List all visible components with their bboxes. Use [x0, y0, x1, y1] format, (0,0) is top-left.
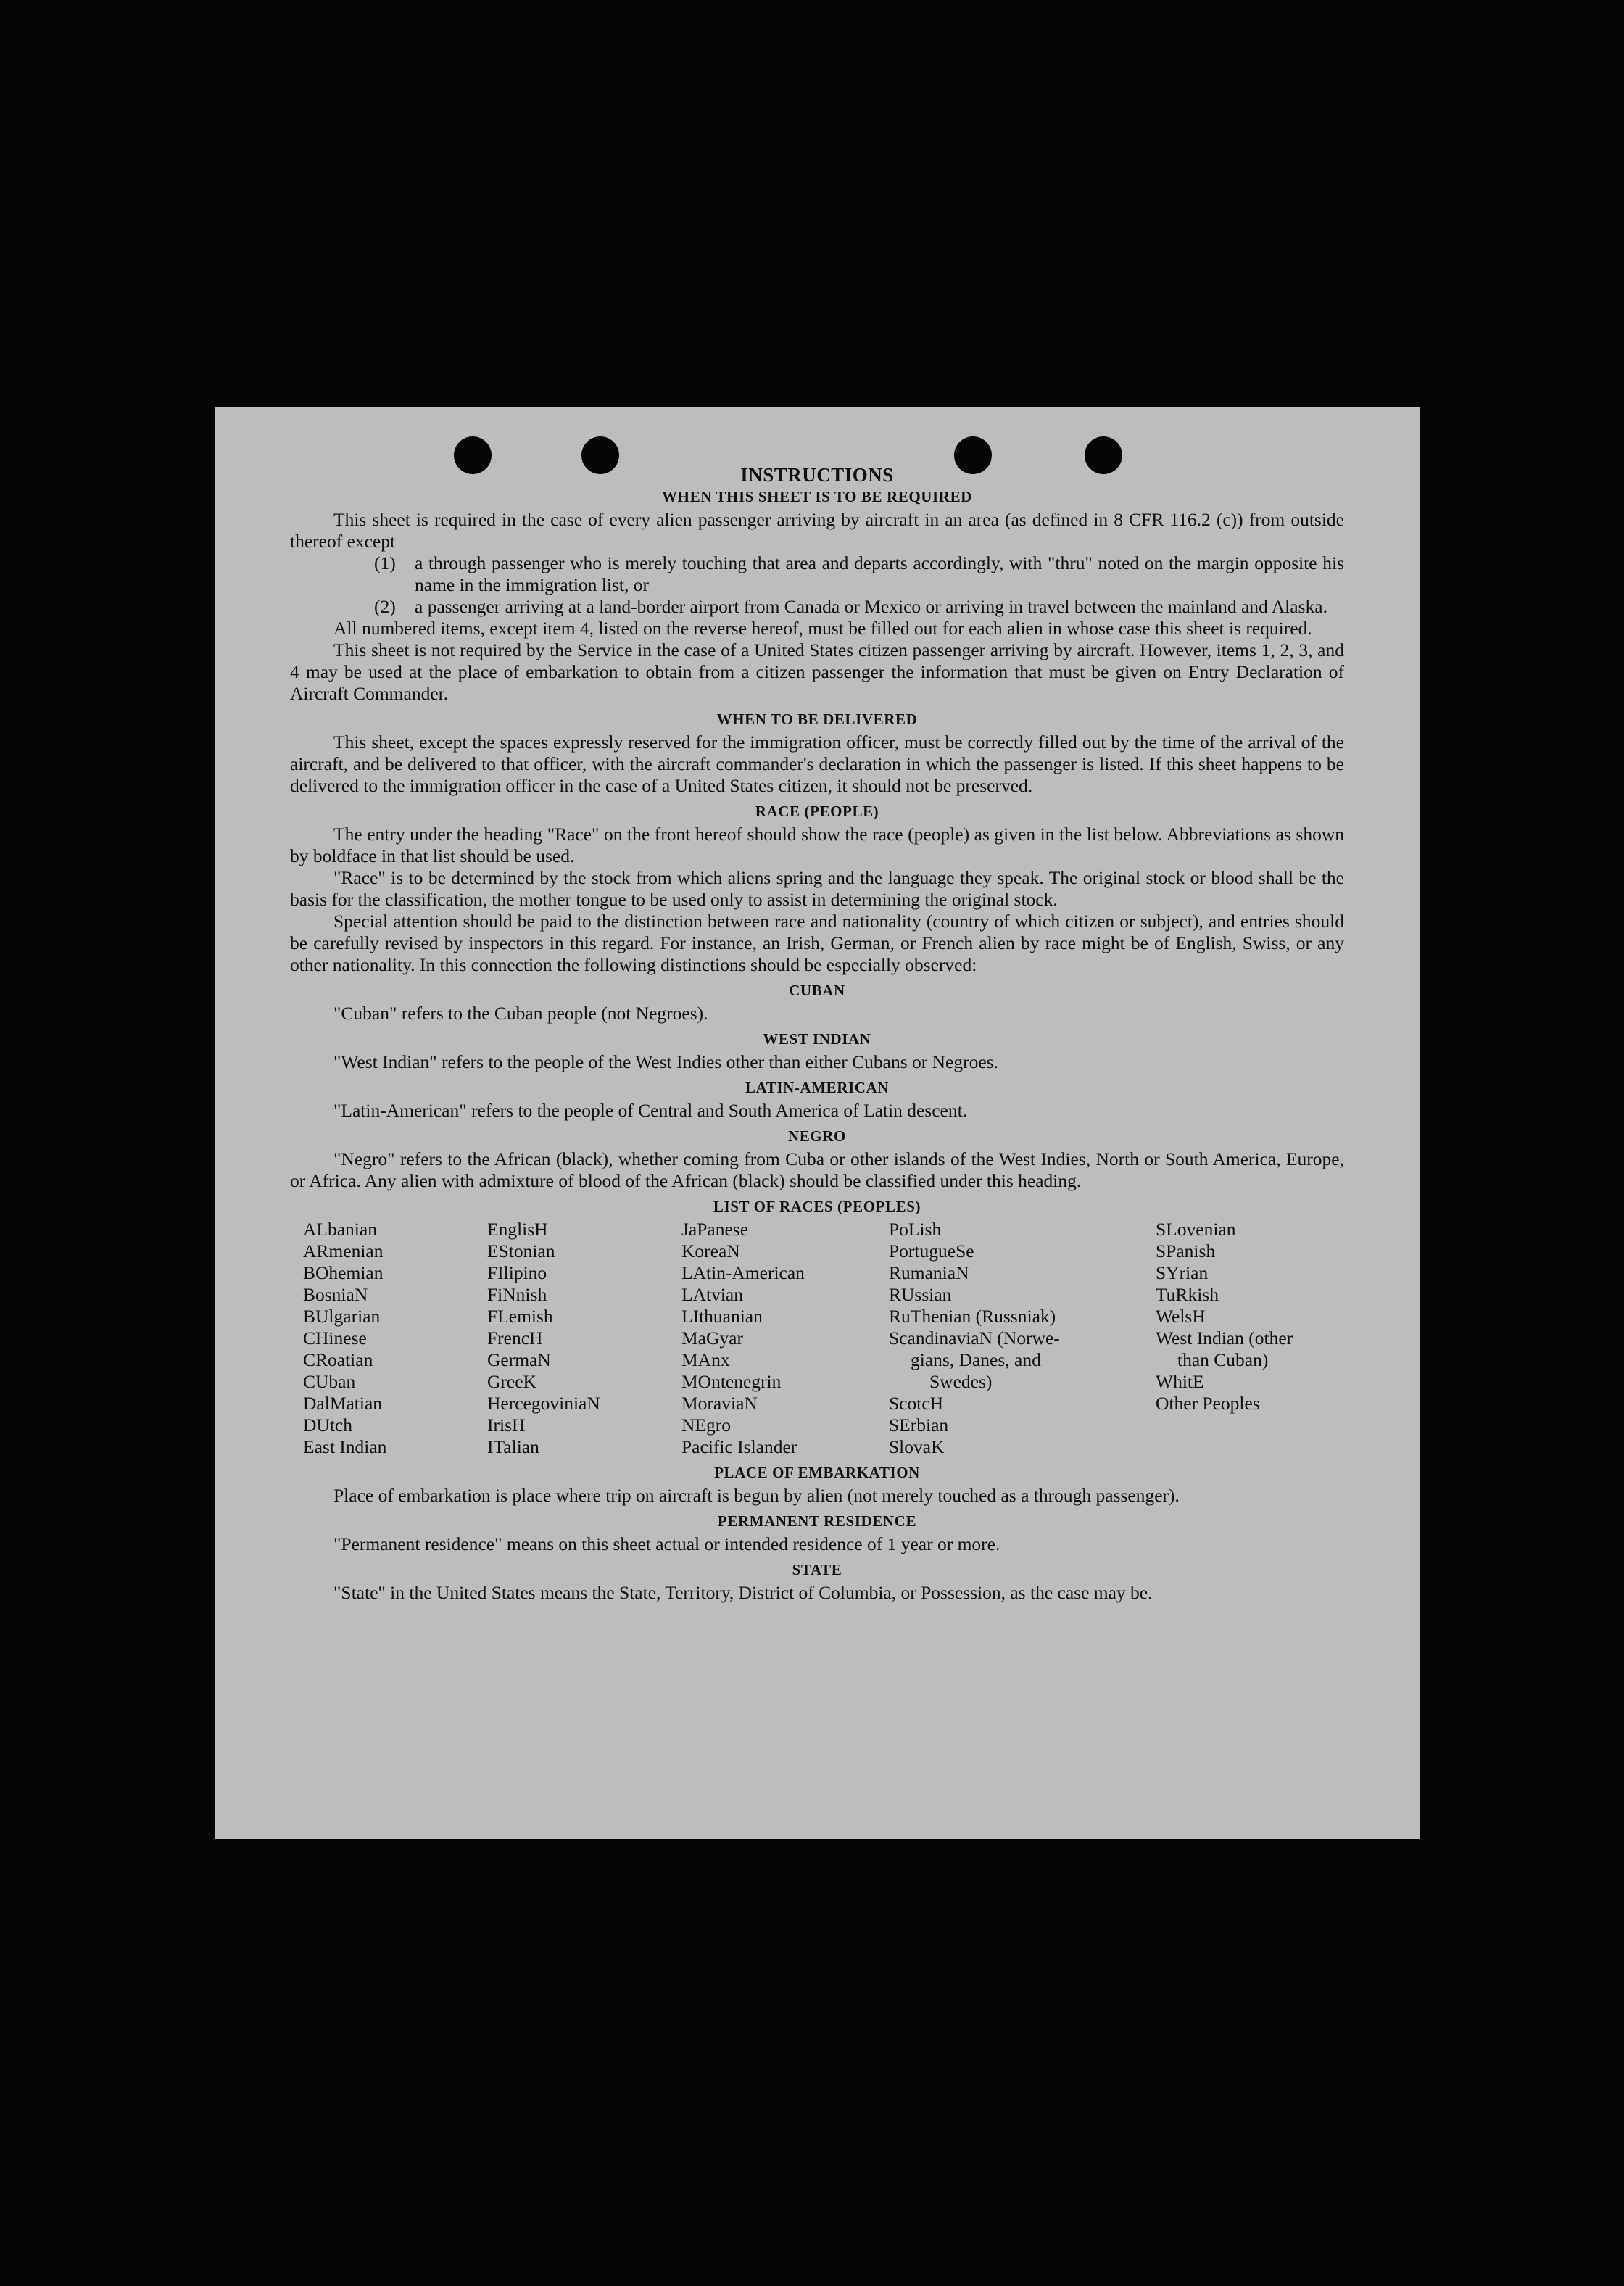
list-item: GermaN: [487, 1349, 551, 1370]
section-heading-latin-american: LATIN-AMERICAN: [745, 1079, 890, 1096]
list-item: SlovaK: [889, 1436, 945, 1457]
list-item: SPanish: [1156, 1241, 1216, 1262]
list-item: KoreaN: [682, 1241, 740, 1262]
section-heading-negro: NEGRO: [787, 1127, 846, 1145]
section-heading-delivered: WHEN TO BE DELIVERED: [716, 711, 918, 728]
list-item: than Cuban): [1177, 1349, 1269, 1370]
list-item: DUtch: [303, 1415, 352, 1436]
race-column-4: [889, 1219, 1156, 1458]
race-paragraph-2: "Race" is to be determined by the stock from which aliens spring and the language they speak. The original stock or blood shall be the basis for the classification, the mother tongue to be used only to assist in determining the original stock.: [290, 867, 1344, 910]
item-text: a passenger arriving at a land-border airport from Canada or Mexico or arriving in travel between the mainland and Alaska.: [415, 596, 1327, 617]
section-heading-race: RACE (PEOPLE): [755, 803, 879, 820]
section-heading-residence: PERMANENT RESIDENCE: [717, 1512, 917, 1530]
section-heading-list: LIST OF RACES (PEOPLES): [713, 1198, 921, 1215]
list-item: Swedes): [929, 1371, 993, 1392]
list-item: NEgro: [682, 1415, 731, 1436]
section-heading-west-indian: WEST INDIAN: [763, 1030, 871, 1048]
punch-hole: [1085, 436, 1122, 474]
race-column-1: [303, 1219, 487, 1458]
list-item: JaPanese: [682, 1219, 749, 1240]
list-item: WelsH: [1156, 1306, 1206, 1327]
list-item: MaGyar: [682, 1328, 743, 1349]
latin-american-text: "Latin-American" refers to the people of Central and South America of Latin descent.: [334, 1100, 968, 1121]
list-item: MOntenegrin: [682, 1371, 782, 1392]
list-item: Other Peoples: [1156, 1393, 1260, 1414]
list-item: SErbian: [889, 1415, 949, 1436]
list-item: LAtin-American: [682, 1262, 805, 1283]
list-item: MoraviaN: [682, 1393, 758, 1414]
item-number: (1): [374, 552, 396, 573]
list-item: EnglisH: [487, 1219, 548, 1240]
list-item: East Indian: [303, 1436, 387, 1457]
state-text: "State" in the United States means the State, Territory, District of Columbia, or Possession, as the case may be.: [334, 1582, 1153, 1603]
list-item: CHinese: [303, 1328, 367, 1349]
list-item: BosniaN: [303, 1284, 368, 1305]
list-item: PortugueSe: [889, 1241, 974, 1262]
west-indian-text: "West Indian" refers to the people of the West Indies other than either Cubans or Negroes.: [334, 1051, 998, 1072]
instruction-sheet: [215, 407, 1420, 1839]
list-item: West Indian (other: [1156, 1328, 1293, 1349]
item-text: a through passenger who is merely touching that area and departs accordingly, with "thru" noted on the margin opposite his name in the immigration list, or: [415, 552, 1344, 595]
list-item: RumaniaN: [889, 1262, 969, 1283]
race-paragraph-1: The entry under the heading "Race" on the front hereof should show the race (people) as given in the list below. Abbreviations as shown by boldface in that list should be used.: [290, 824, 1344, 866]
residence-text: "Permanent residence" means on this sheet actual or intended residence of 1 year or more.: [334, 1533, 1000, 1554]
negro-text: "Negro" refers to the African (black), whether coming from Cuba or other islands of the West Indies, North or South America, Europe, or Africa. Any alien with admixture of blood of the African (black) should be classified under this heading.: [290, 1148, 1344, 1191]
race-column-5: [1156, 1219, 1293, 1458]
list-item: gians, Danes, and: [911, 1349, 1041, 1370]
exception-item-1: [290, 552, 1344, 596]
list-item: DalMatian: [303, 1393, 383, 1414]
list-item: Pacific Islander: [682, 1436, 798, 1457]
list-item: WhitE: [1156, 1371, 1204, 1392]
list-item: EStonian: [487, 1241, 555, 1262]
list-item: ARmenian: [303, 1241, 384, 1262]
item-number: (2): [374, 596, 396, 617]
list-item: ITalian: [487, 1436, 539, 1457]
list-item: HercegoviniaN: [487, 1393, 600, 1414]
race-paragraph-3: Special attention should be paid to the distinction between race and nationality (country of which citizen or subject), and entries should be carefully revised by inspectors in this regard. For instance, an Irish, German, or French alien by race might be of English, Swiss, or any other nationality. In this connection the following distinctions should be especially observed:: [290, 911, 1344, 975]
list-item: CRoatian: [303, 1349, 373, 1370]
page-title: INSTRUCTIONS: [740, 464, 894, 486]
list-item: BUlgarian: [303, 1306, 381, 1327]
race-column-3: [682, 1219, 889, 1458]
section-heading-cuban: CUBAN: [789, 982, 845, 999]
list-item: ScandinaviaN (Norwe-: [889, 1328, 1060, 1349]
punch-hole: [454, 436, 492, 474]
punch-hole: [581, 436, 619, 474]
delivered-paragraph: This sheet, except the spaces expressly reserved for the immigration officer, must be correctly filled out by the time of the arrival of the aircraft, and be delivered to that officer, with the aircraft commander's declaration in which the passenger is listed. If this sheet happens to be delivered to the immigration officer in the case of a United States citizen, it should not be preserved.: [290, 732, 1344, 796]
list-item: FiNnish: [487, 1284, 547, 1305]
list-item: RuThenian (Russniak): [889, 1306, 1056, 1327]
list-item: TuRkish: [1156, 1284, 1219, 1305]
list-item: LIthuanian: [682, 1306, 763, 1327]
section-heading-required: WHEN THIS SHEET IS TO BE REQUIRED: [662, 488, 972, 505]
required-paragraph-3: This sheet is not required by the Service in the case of a United States citizen passenger arriving by aircraft. However, items 1, 2, 3, and 4 may be used at the place of embarkation to obtain from a citizen passenger the information that must be given on Entry Declaration of Aircraft Commander.: [290, 639, 1344, 704]
race-column-2: [487, 1219, 682, 1458]
race-list: [303, 1219, 1344, 1458]
list-item: MAnx: [682, 1349, 730, 1370]
list-item: ScotcH: [889, 1393, 944, 1414]
list-item: RUssian: [889, 1284, 952, 1305]
list-item: CUban: [303, 1371, 356, 1392]
list-item: IrisH: [487, 1415, 526, 1436]
cuban-text: "Cuban" refers to the Cuban people (not Negroes).: [334, 1003, 708, 1024]
list-item: GreeK: [487, 1371, 536, 1392]
section-heading-embarkation: PLACE OF EMBARKATION: [714, 1464, 920, 1481]
list-item: FIlipino: [487, 1262, 547, 1283]
list-item: SYrian: [1156, 1262, 1209, 1283]
exception-item-2: [290, 596, 1344, 618]
list-item: ALbanian: [303, 1219, 377, 1240]
list-item: BOhemian: [303, 1262, 384, 1283]
punch-hole: [954, 436, 992, 474]
embarkation-text: Place of embarkation is place where trip on aircraft is begun by alien (not merely touched as a through passenger).: [334, 1485, 1180, 1506]
section-heading-state: STATE: [792, 1561, 842, 1578]
list-item: SLovenian: [1156, 1219, 1236, 1240]
list-item: LAtvian: [682, 1284, 743, 1305]
required-paragraph-2: All numbered items, except item 4, listed on the reverse hereof, must be filled out for each alien in whose case this sheet is required.: [334, 618, 1312, 639]
required-intro: This sheet is required in the case of every alien passenger arriving by aircraft in an area (as defined in 8 CFR 116.2 (c)) from outside thereof except: [290, 509, 1344, 552]
list-item: FLemish: [487, 1306, 553, 1327]
list-item: PoLish: [889, 1219, 942, 1240]
list-item: FrencH: [487, 1328, 543, 1349]
